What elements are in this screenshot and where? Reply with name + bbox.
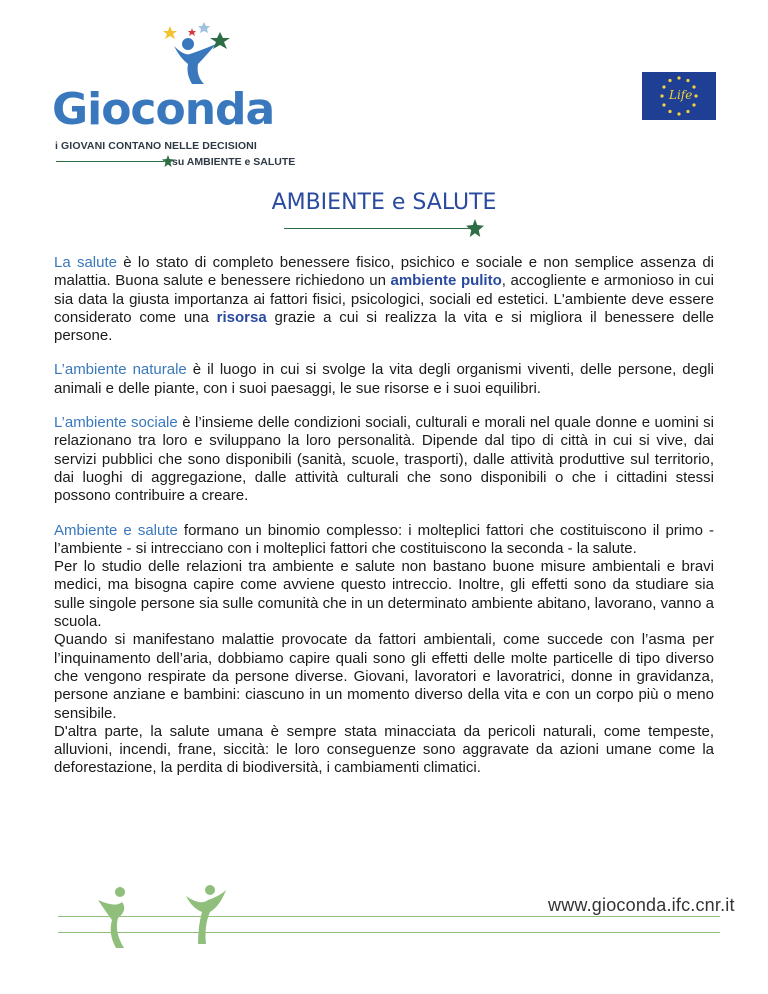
body-text	[54, 254, 714, 778]
gioconda-logo	[52, 16, 296, 168]
logo-tagline-rule	[56, 161, 164, 162]
term-ambiente-pulito: ambiente pulito	[390, 272, 502, 290]
logo-wordmark: Gioconda	[52, 84, 275, 135]
paragraph-studio: Per lo studio delle relazioni tra ambiente e salute non bastano buone misure ambientali e bravi medici, ma bisogna capire come avviene questo intreccio. Inoltre, gli effetti sono da studiare sia sulle singole persone sia sulle comunità che in un determinato ambiente abitano, lavorano, vanno a scuola.	[54, 558, 714, 631]
paragraph-salute	[54, 254, 714, 345]
footer-figures-icon	[88, 882, 228, 952]
footer-url: www.gioconda.ifc.cnr.it	[548, 895, 735, 915]
paragraph-text: è lo stato di completo benessere fisico, psichico e sociale e non semplice assenza di malattia. Buona salute e benessere richiedono un	[54, 254, 714, 290]
term-salute: La salute	[54, 254, 117, 271]
paragraph-malattie: Quando si manifestano malattie provocate da fattori ambientali, come succede con l’asma per l’inquinamento dell’aria, dobbiamo capire quali sono gli effetti delle molte particelle di tipo diverso che vengono respirate da persone diverse. Giovani, lavoratori e lavoratrici, donne in gravidanza, persone anziane e bambini: ciascuno in un momento diverso della vita e con un corpo più o meno sensibile.	[54, 631, 714, 722]
paragraph-text: grazie a cui si realizza la vita e si migliora il benessere delle persone.	[54, 308, 714, 345]
paragraph-ambiente-sociale	[54, 414, 714, 505]
gioconda-figure-icon	[152, 16, 252, 86]
term-ambiente-e-salute: Ambiente e salute	[54, 521, 178, 539]
paragraph-pericoli: D'altra parte, la salute umana è sempre stata minacciata da pericoli naturali, come tempeste, alluvioni, incendi, frane, siccità: le loro conseguenze sono aggravate da azioni umane come la deforestazione, la perdita di biodiversità, i cambiamenti climatici.	[54, 722, 714, 777]
star-icon	[466, 219, 484, 237]
term-risorsa: risorsa	[216, 308, 267, 326]
term-ambiente-naturale: L’ambiente naturale	[54, 361, 187, 379]
page-title: AMBIENTE e SALUTE	[271, 190, 497, 215]
footer-rule-1	[58, 916, 720, 917]
paragraph-ambiente-naturale	[54, 361, 714, 398]
footer-rule-2	[58, 932, 720, 933]
paragraph-text: è l’insieme delle condizioni sociali, culturali e morali nel quale donne e uomini si relazionano tra loro e sviluppano la loro personalità. Dipende dal tipo di città in cui si vive, dai servizi pubblici che sono disponibili (sanità, scuole, trasporti), dalle attività produttive sul territorio, dai luoghi di aggregazione, dalle attività culturali che sono disponibili o che i cittadini stessi possono contribuire a creare.	[54, 414, 715, 505]
logo-tagline-1: i GIOVANI CONTANO NELLE DECISIONI	[55, 140, 257, 152]
paragraph-text: è il luogo in cui si svolge la vita degli organismi viventi, delle persone, degli animali e delle piante, con i suoi paesaggi, le sue risorse e i suoi equilibri.	[54, 361, 714, 397]
logo-tagline-2: su AMBIENTE e SALUTE	[172, 156, 296, 168]
paragraph-text: , accogliente e armonioso in cui sia data la giusta importanza ai fattori fisici, psicologici, sociali ed estetici. L'ambiente deve essere considerato come una	[54, 272, 714, 326]
paragraph-text: formano un binomio complesso: i molteplici fattori che costituiscono il primo - l’ambiente - si intrecciano con i molteplici fattori che costituiscono la seconda - la salute.	[54, 521, 714, 557]
eu-life-logo	[642, 72, 716, 120]
term-ambiente-sociale: L’ambiente sociale	[54, 414, 178, 432]
paragraph-ambiente-e-salute	[54, 522, 714, 559]
title-rule	[284, 228, 474, 229]
eu-life-text: Life	[669, 88, 693, 102]
